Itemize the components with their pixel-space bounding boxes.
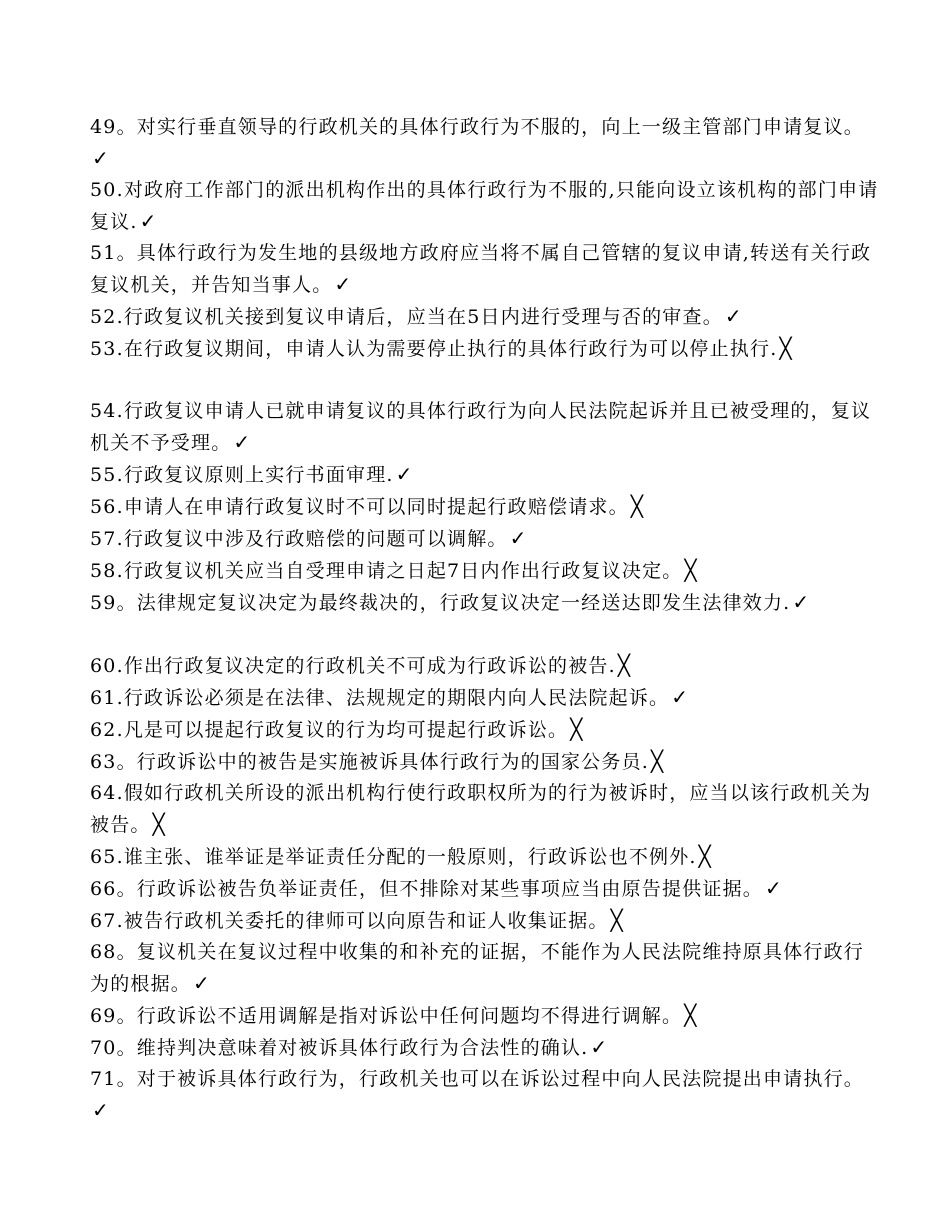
list-item-68 xyxy=(90,937,880,1000)
list-item-61 xyxy=(90,682,880,714)
list-item-50 xyxy=(90,175,880,238)
cross-mark-icon: ╳ xyxy=(651,749,665,773)
list-item-55 xyxy=(90,459,880,491)
cross-mark-icon: ╳ xyxy=(570,717,584,741)
check-mark-icon: ✓ xyxy=(193,971,211,995)
blank-line xyxy=(90,619,880,650)
list-item-52 xyxy=(90,301,880,333)
list-item-58 xyxy=(90,555,880,587)
item-text: 66。行政诉讼被告负举证责任，但不排除对某些事项应当由原告提供证据。 xyxy=(90,878,763,900)
list-item-65 xyxy=(90,841,880,873)
item-text: 62.凡是可以提起行政复议的行为均可提起行政诉讼。 xyxy=(90,719,569,741)
item-text: 61.行政诉讼必须是在法律、法规规定的期限内向人民法院起诉。 xyxy=(90,687,670,709)
cross-mark-icon: ╳ xyxy=(630,494,645,518)
document-page xyxy=(90,112,880,1127)
item-text: 63。行政诉讼中的被告是实施被诉具体行政行为的国家公务员. xyxy=(90,751,650,773)
item-text: 59。法律规定复议决定为最终裁决的，行政复议决定一经送达即发生法律效力. xyxy=(90,592,791,614)
cross-mark-icon: ╳ xyxy=(617,653,632,677)
cross-mark-icon: ╳ xyxy=(684,558,698,582)
list-item-60 xyxy=(90,650,880,682)
item-text: 70。维持判决意味着对被诉具体行政行为合法性的确认. xyxy=(90,1037,589,1059)
list-item-67 xyxy=(90,905,880,937)
list-item-66 xyxy=(90,873,880,905)
item-text: 52.行政复议机关接到复议申请后，应当在5日内进行受理与否的审查。 xyxy=(90,306,723,328)
check-mark-icon: ✓ xyxy=(792,590,811,614)
check-mark-icon: ✓ xyxy=(92,146,110,170)
check-mark-icon: ✓ xyxy=(764,876,783,900)
list-item-53 xyxy=(90,333,880,365)
item-text: 65.谁主张、谁举证是举证责任分配的一般原则，行政诉讼也不例外. xyxy=(90,846,697,868)
item-text: 68。复议机关在复议过程中收集的和补充的证据，不能作为人民法院维持原具体行政行为的根据。 xyxy=(90,941,864,995)
list-item-54 xyxy=(90,396,880,459)
check-mark-icon: ✓ xyxy=(590,1035,609,1059)
item-text: 54.行政复议申请人已就申请复议的具体行政行为向人民法院起诉并且已被受理的，复议机关不予受理。 xyxy=(90,400,872,454)
item-text: 69。行政诉讼不适用调解是指对诉讼中任何问题均不得进行调解。 xyxy=(90,1005,683,1027)
check-mark-icon: ✓ xyxy=(334,272,353,296)
list-item-71 xyxy=(90,1064,880,1127)
item-text: 57.行政复议中涉及行政赔偿的问题可以调解。 xyxy=(90,528,508,550)
list-item-63 xyxy=(90,746,880,778)
item-text: 49。对实行垂直领导的行政机关的具体行政行为不服的，向上一级主管部门申请复议。 xyxy=(90,116,864,138)
list-item-69 xyxy=(90,1000,880,1032)
item-text: 58.行政复议机关应当自受理申请之日起7日内作出行政复议决定。 xyxy=(90,560,683,582)
item-text: 56.申请人在申请行政复议时不可以同时提起行政赔偿请求。 xyxy=(90,496,629,518)
blank-line xyxy=(90,365,880,396)
check-mark-icon: ✓ xyxy=(395,462,414,486)
list-item-57 xyxy=(90,523,880,555)
item-text: 53.在行政复议期间，申请人认为需要停止执行的具体行政行为可以停止执行. xyxy=(90,338,778,360)
check-mark-icon: ✓ xyxy=(671,685,690,709)
check-mark-icon: ✓ xyxy=(92,1098,110,1122)
list-item-64 xyxy=(90,778,880,841)
list-item-59 xyxy=(90,587,880,619)
cross-mark-icon: ╳ xyxy=(610,908,624,932)
item-text: 60.作出行政复议决定的行政机关不可成为行政诉讼的被告. xyxy=(90,655,616,677)
item-text: 71。对于被诉具体行政行为，行政机关也可以在诉讼过程中向人民法院提出申请执行。 xyxy=(90,1068,864,1090)
list-item-51 xyxy=(90,238,880,301)
list-item-62 xyxy=(90,714,880,746)
cross-mark-icon: ╳ xyxy=(684,1003,698,1027)
cross-mark-icon: ╳ xyxy=(698,844,712,868)
list-item-70 xyxy=(90,1032,880,1064)
cross-mark-icon: ╳ xyxy=(779,336,793,360)
list-item-56 xyxy=(90,491,880,523)
item-text: 67.被告行政机关委托的律师可以向原告和证人收集证据。 xyxy=(90,910,609,932)
check-mark-icon: ✓ xyxy=(724,304,743,328)
item-text: 55.行政复议原则上实行书面审理. xyxy=(90,464,394,486)
item-text: 64.假如行政机关所设的派出机构行使行政职权所为的行为被诉时，应当以该行政机关为被告。 xyxy=(90,782,872,836)
check-mark-icon: ✓ xyxy=(233,430,252,454)
list-item-49 xyxy=(90,112,880,175)
check-mark-icon: ✓ xyxy=(509,526,528,550)
cross-mark-icon: ╳ xyxy=(152,812,166,836)
check-mark-icon: ✓ xyxy=(139,209,158,233)
item-text: 51。具体行政行为发生地的县级地方政府应当将不属自己管辖的复议申请,转送有关行政复议机关，并告知当事人。 xyxy=(90,242,872,296)
item-text: 50.对政府工作部门的派出机构作出的具体行政行为不服的,只能向设立该机构的部门申请复议. xyxy=(90,179,879,233)
